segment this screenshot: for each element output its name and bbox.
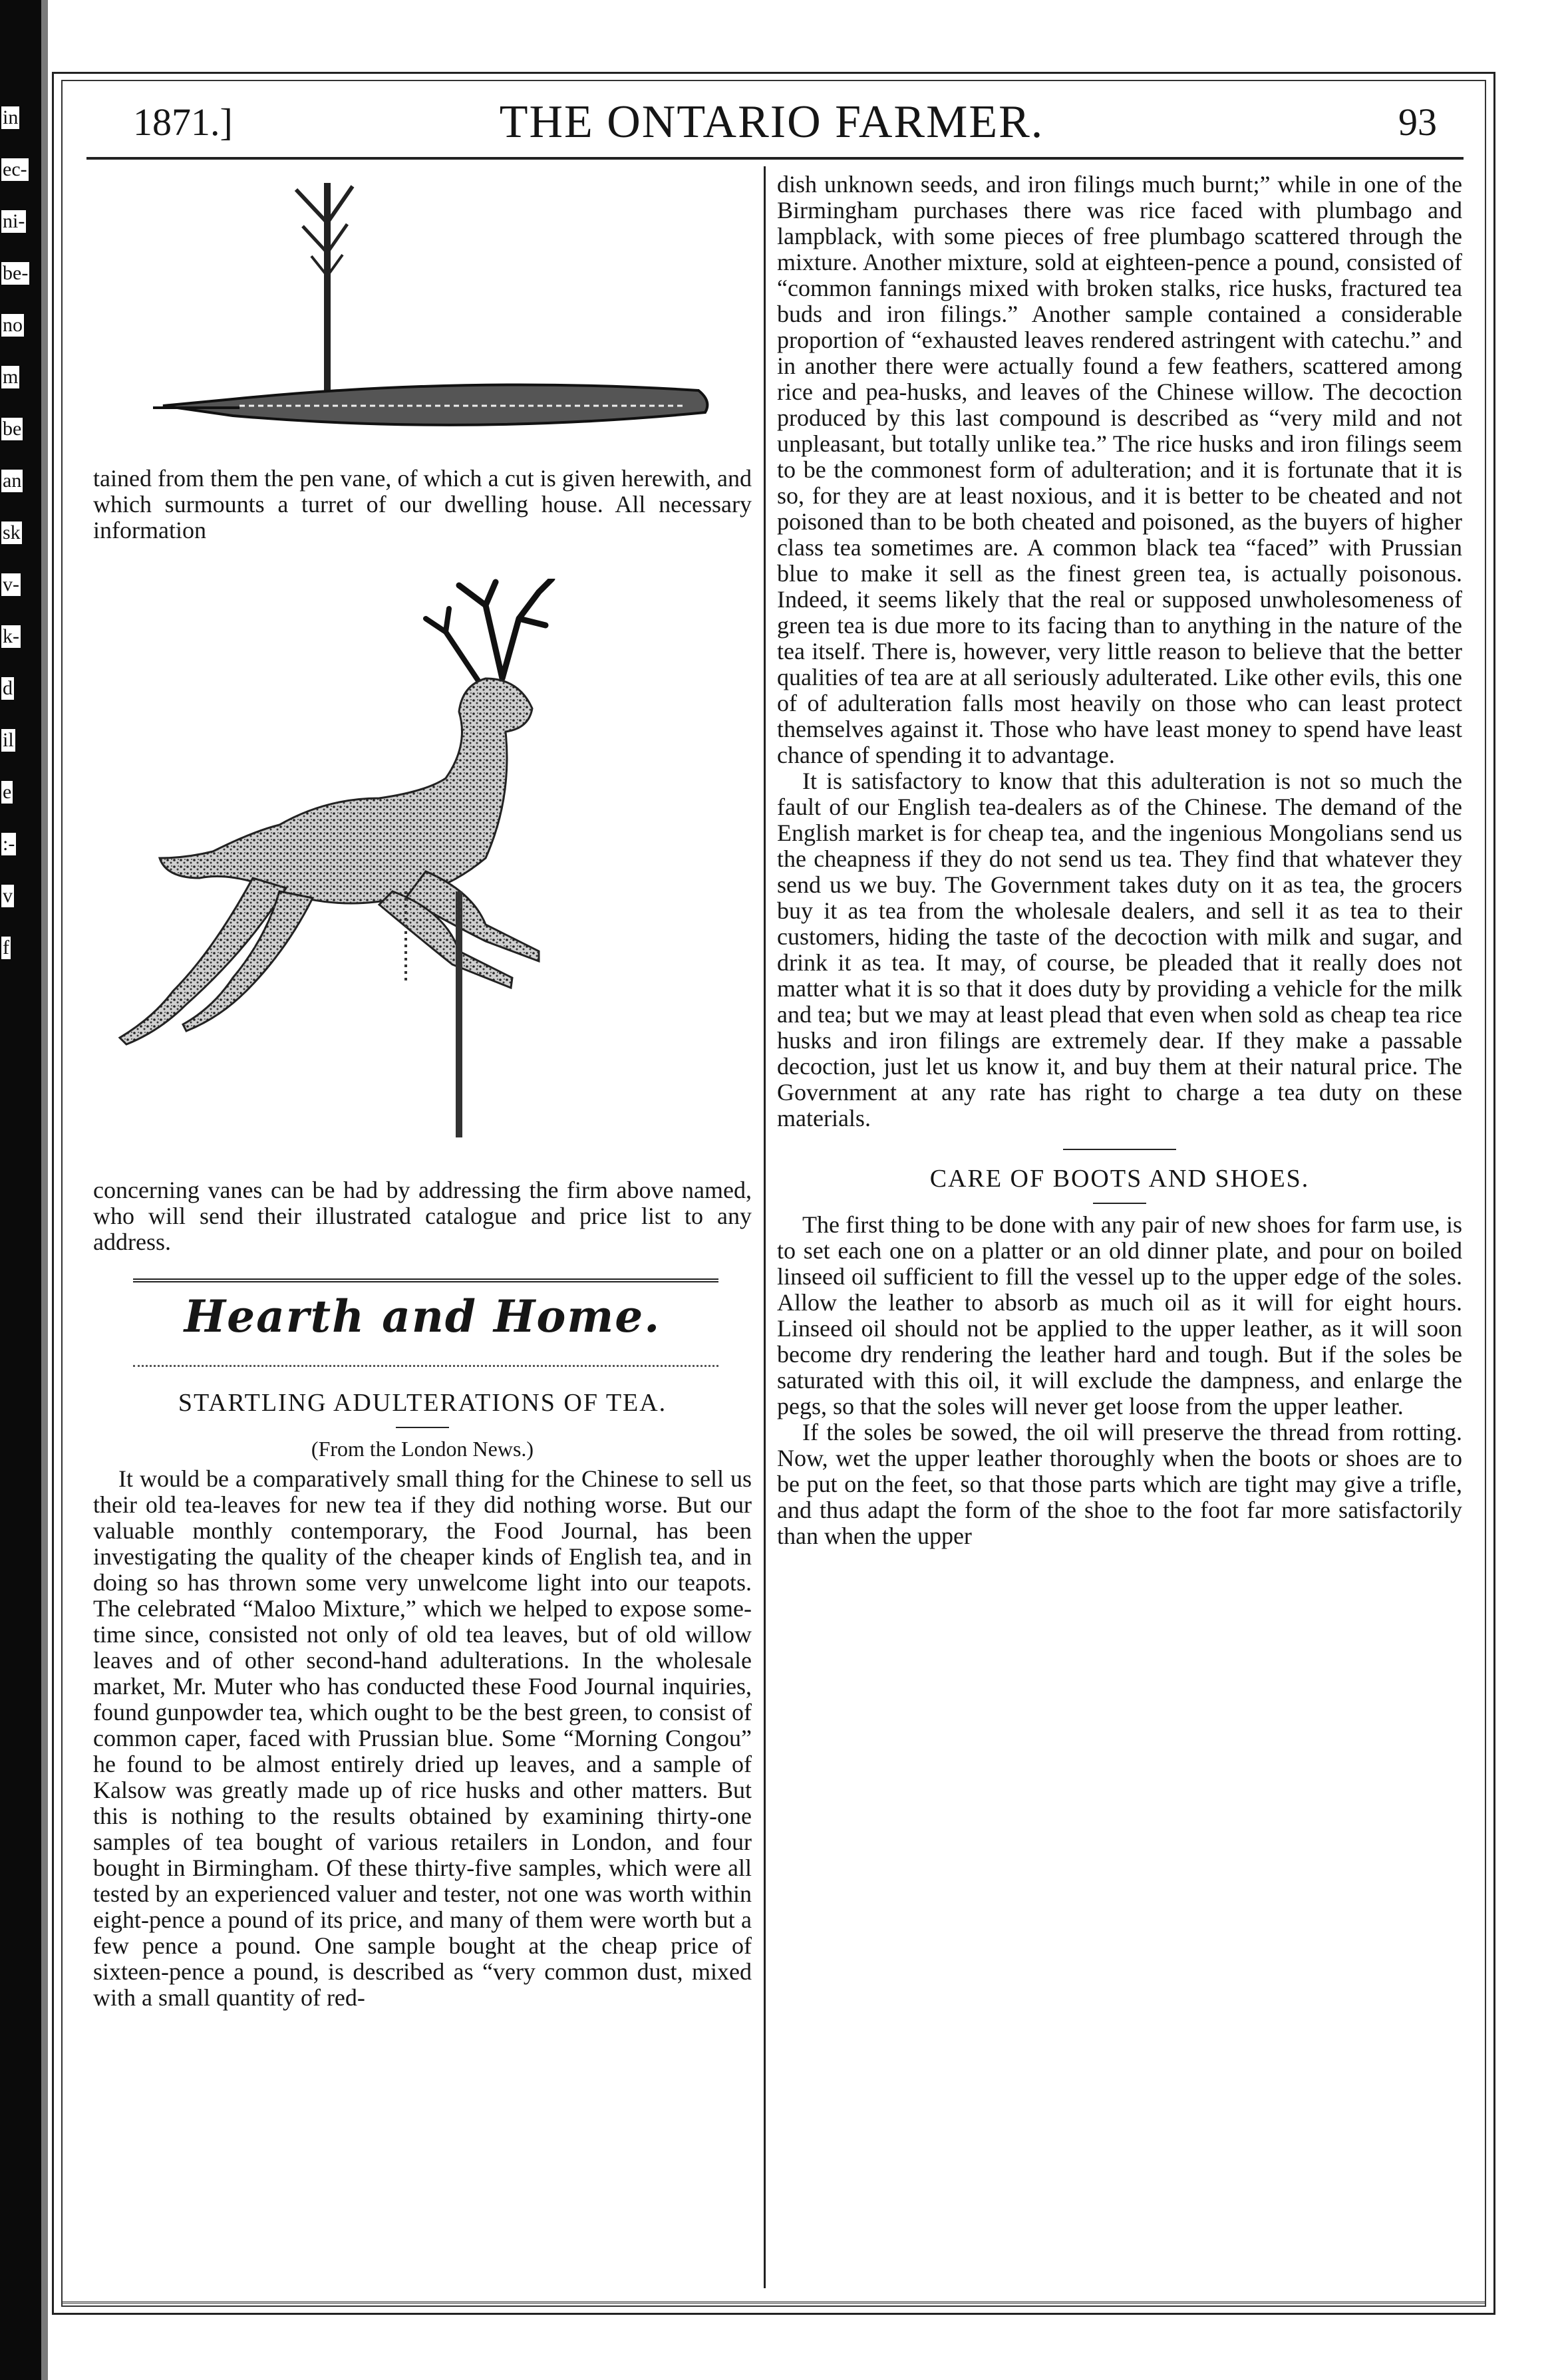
boots-paragraph-2: If the soles be sowed, the oil will preserve the thread from rotting. Now, wet the upper leather thoroughly when the boots or shoes are to be put on the feet, so that those parts which are tight may give a trifle, and thus adapt the form of the shoe to the foot far more satisfactorily than when the upper xyxy=(777,1419,1462,1549)
fragment-text: il xyxy=(3,729,14,751)
boots-article-title: CARE OF BOOTS AND SHOES. xyxy=(929,1165,1310,1193)
right-column xyxy=(777,172,1462,1549)
issue-year: 1871.] xyxy=(133,100,233,144)
article-separator xyxy=(1063,1149,1176,1150)
boots-paragraph-1: The first thing to be done with any pair of new shoes for farm use, is to set each one on a platter or an old dinner plate, and pour on boiled linseed oil sufficient to fill the vessel up to the upper edge of the soles. Allow the leather to absorb as much oil as it will for eight hours. Linseed oil should not be applied to the upper leather, as it will soon become dry rendering the leather hard and tough. But if the soles be saturated with this oil, it will exclude the dampness, and enlarge the pegs, so that the soles will never get loose from the upper leather. xyxy=(777,1211,1462,1419)
fragment-text: v- xyxy=(3,573,19,595)
section-heading: Hearth and Home. xyxy=(184,1290,661,1342)
fragment-text: no xyxy=(3,314,23,336)
fragment-text: an xyxy=(3,470,22,492)
tea-paragraph-1: It would be a comparatively small thing for the Chinese to sell us their old tea-leaves for new tea if they did nothing worse. But our valuable monthly contemporary, the Food Journal, has been investigating the quality of the cheaper kinds of English tea, and in doing so has thrown some very unwelcome light into our teapots. The celebrated “Maloo Mixture,” which we helped to expose some-time since, consisted not only of old tea leaves, but of old willow leaves and of other second-hand adulterations. In the wholesale market, Mr. Muter who has conducted these Food Journal inquiries, found gunpowder tea, which ought to be the best green, to consist of common caper, faced with Prussian blue. Some “Morning Congou” he found to be almost entirely dried up leaves, and a sample of Kalsow was greatly made up of rice husks and other matters. But this is nothing to the results obtained by examining thirty-one samples of tea bought of various retailers in London, and four bought in Birmingham. Of these thirty-five samples, which were all tested by an experienced valuer and tester, not one was worth within eight-pence a pound of its price, and many of them were worth but a few pence a pound. One sample bought at the cheap price of sixteen-pence a pound, is described as “very common dust, mixed with a small quantity of red- xyxy=(93,1465,752,2011)
vane-text-bottom xyxy=(93,1177,752,1255)
column-divider xyxy=(764,166,766,2288)
fragment-text: ni- xyxy=(3,210,25,232)
masthead xyxy=(67,86,1477,160)
vane-paragraph-top: tained from them the pen vane, of which a cut is given herewith, and which surmounts a turret of our dwelling house. All necessary information xyxy=(93,465,752,543)
tea-paragraph-2: It is satisfactory to know that this adulteration is not so much the fault of our English tea-dealers as of the Chinese. The demand of the English market is for cheap tea, and the ingenious Mongolians send us the cheapness if they do not send us tea. They find that whatever they send us we buy. The Government takes duty on it as tea, the grocers buy it as tea from the wholesale dealers, and sell it as tea to their customers, hiding the taste of the decoction with milk and sugar, and drink it as tea. It may, of course, be pleaded that it really does not matter what it is so that it does duty by providing a vehicle for the milk and tea; but we may at least plead that even when sold as cheap tea rice husks and iron filings are extremely dear. If they make a passable decoction, just let us know it, and buy them at their natural price. The Government at any rate has right to charge a tea duty on these materials. xyxy=(777,768,1462,1131)
fragment-text: sk xyxy=(3,521,21,543)
stag-vane-illustration xyxy=(113,579,745,1151)
fragment-text: e xyxy=(3,781,12,803)
tea-article-left xyxy=(93,1390,752,2011)
fragment-text: be- xyxy=(3,262,29,284)
publication-title: THE ONTARIO FARMER. xyxy=(499,96,1044,148)
masthead-rule xyxy=(86,157,1464,160)
fragment-text: d xyxy=(3,677,13,699)
tea-article-title: STARTLING ADULTERATIONS OF TEA. xyxy=(178,1389,667,1417)
title-rule xyxy=(396,1427,449,1428)
fragment-text: :- xyxy=(3,833,15,855)
section-rule-top xyxy=(133,1278,718,1282)
fragment-text: m xyxy=(3,366,19,388)
tea-paragraph-continued: dish unknown seeds, and iron filings much burnt;” while in one of the Birmingham purchases there was rice faced with plumbago and lampblack, with some pieces of free plumbago scattered through the mixture. Another mixture, sold at eighteen-pence a pound, consisted of “common fannings mixed with broken stalks, rice husks, fractured tea buds and iron filings.” Another sample contained a considerable proportion of “exhausted leaves rendered astringent with catechu.” and in another there were actually found a few feathers, scattered among rice and pea-husks, and leaves of the Chinese willow. The decoction produced by this last compound is described as “very mild and not unpleasant, but totally unlike tea.” The rice husks and iron filings seem to be the commonest form of adulteration; and it is fortunate that it is so, for they are at least noxious, and it is better to be cheated and not poisoned than to be both cheated and poisoned, as the buyers of higher class tea sometimes are. A common black tea “faced” with Prussian blue to make it sell as the finest green tea, is actually poisonous. Indeed, it seems likely that the real or supposed unwholesomeness of green tea is due more to its facing than to anything in the nature of the tea itself. There is, however, very little reason to believe that the better qualities of tea are at all seriously adulterated. Like other evils, this one of of adulteration falls most heavily on those who can least protect themselves against it. Those who have least money to spend have least chance of spending it to advantage. xyxy=(777,171,1462,768)
fragment-text: ec- xyxy=(3,158,27,180)
fragment-text: be xyxy=(3,418,22,440)
section-rule-bottom xyxy=(133,1365,718,1367)
fragment-text: in xyxy=(3,106,19,128)
page-bottom-rule xyxy=(61,2302,1486,2304)
boots-title-rule xyxy=(1093,1203,1146,1204)
fragment-text: k- xyxy=(3,625,19,647)
fragment-text: f xyxy=(3,937,9,959)
vane-text-top xyxy=(93,466,752,543)
page-number: 93 xyxy=(1398,100,1437,144)
vane-paragraph-bottom: concerning vanes can be had by addressing the firm above named, who will send their illustrated catalogue and price list to any address. xyxy=(93,1177,752,1255)
tea-article-source: (From the London News.) xyxy=(311,1437,534,1461)
fragment-text: v xyxy=(3,885,13,907)
pen-vane-illustration xyxy=(153,176,732,429)
